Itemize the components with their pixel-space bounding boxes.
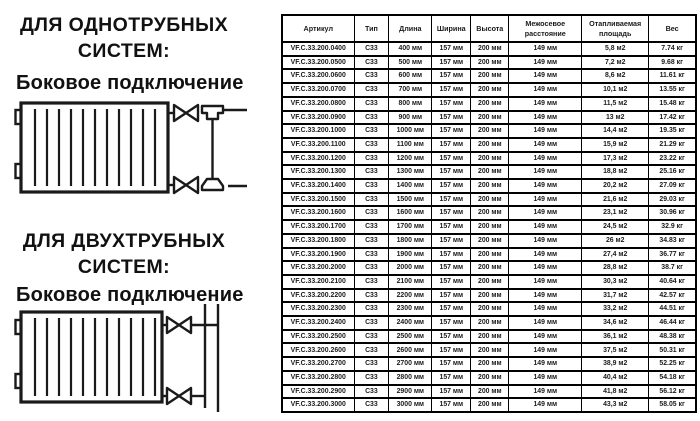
table-cell: C33 [354, 179, 389, 193]
table-cell: VF.C.33.200.2100 [282, 275, 354, 289]
table-cell: VF.C.33.200.1500 [282, 193, 354, 207]
two-pipe-side-connection-radiator-diagram [13, 300, 265, 415]
table-cell: 21,6 м2 [582, 193, 649, 207]
table-cell: 200 мм [471, 124, 509, 138]
table-cell: 13.55 кг [649, 83, 696, 97]
table-cell: 24,5 м2 [582, 220, 649, 234]
table-cell: VF.C.33.200.1700 [282, 220, 354, 234]
table-cell: 33,2 м2 [582, 302, 649, 316]
table-cell: 149 мм [509, 206, 582, 220]
table-cell: 157 мм [432, 261, 471, 275]
column-header: Отапливаемая площадь [582, 15, 649, 42]
table-cell: 149 мм [509, 179, 582, 193]
table-cell: 200 мм [471, 220, 509, 234]
one-pipe-heading-line1: ДЛЯ ОДНОТРУБНЫХ [19, 14, 229, 36]
table-cell: VF.C.33.200.0900 [282, 111, 354, 125]
table-cell: 157 мм [432, 357, 471, 371]
table-cell: 14,4 м2 [582, 124, 649, 138]
pipe-fitting-icon [202, 179, 223, 190]
table-cell: 2600 мм [389, 343, 432, 357]
table-cell: 700 мм [389, 83, 432, 97]
table-cell: C33 [354, 220, 389, 234]
table-body [282, 42, 696, 412]
table-cell: VF.C.33.200.2600 [282, 343, 354, 357]
table-cell: 900 мм [389, 111, 432, 125]
table-cell: 1400 мм [389, 179, 432, 193]
table-cell: 157 мм [432, 220, 471, 234]
table-row [282, 357, 696, 371]
table-row [282, 69, 696, 83]
table-cell: 157 мм [432, 343, 471, 357]
table-cell: 50.31 кг [649, 343, 696, 357]
table-cell: 7.74 кг [649, 42, 696, 56]
table-cell: 23.22 кг [649, 152, 696, 166]
table-cell: C33 [354, 398, 389, 412]
table-cell: 600 мм [389, 69, 432, 83]
table-row [282, 316, 696, 330]
table-cell: 149 мм [509, 330, 582, 344]
left-panel [0, 0, 281, 421]
table-cell: 200 мм [471, 289, 509, 303]
column-header: Вес [649, 15, 696, 42]
table-cell: 48.38 кг [649, 330, 696, 344]
table-cell: 149 мм [509, 97, 582, 111]
table-cell: 200 мм [471, 165, 509, 179]
table-cell: 200 мм [471, 111, 509, 125]
table-cell: C33 [354, 261, 389, 275]
table-cell: 30,3 м2 [582, 275, 649, 289]
table-cell: 149 мм [509, 248, 582, 262]
table-cell: 149 мм [509, 193, 582, 207]
table-row [282, 302, 696, 316]
table-cell: C33 [354, 343, 389, 357]
table-cell: VF.C.33.200.0500 [282, 56, 354, 70]
table-cell: 10,1 м2 [582, 83, 649, 97]
table-cell: 54.18 кг [649, 371, 696, 385]
table-cell: 500 мм [389, 56, 432, 70]
table-cell: 1700 мм [389, 220, 432, 234]
table-cell: 40.64 кг [649, 275, 696, 289]
table-cell: 200 мм [471, 69, 509, 83]
table-cell: 149 мм [509, 111, 582, 125]
table-cell: VF.C.33.200.2300 [282, 302, 354, 316]
one-pipe-heading-line2: СИСТЕМ: [77, 40, 171, 62]
table-cell: 157 мм [432, 371, 471, 385]
table-cell: VF.C.33.200.2800 [282, 371, 354, 385]
table-cell: C33 [354, 124, 389, 138]
table-row [282, 42, 696, 56]
table-cell: VF.C.33.200.2000 [282, 261, 354, 275]
table-cell: 149 мм [509, 275, 582, 289]
table-cell: 157 мм [432, 248, 471, 262]
table-cell: 157 мм [432, 42, 471, 56]
table-row [282, 330, 696, 344]
table-cell: VF.C.33.200.2700 [282, 357, 354, 371]
table-row [282, 385, 696, 399]
two-pipe-subheading: Боковое подключение [16, 284, 244, 306]
table-cell: 149 мм [509, 42, 582, 56]
table-cell: 157 мм [432, 385, 471, 399]
table-cell: VF.C.33.200.1100 [282, 138, 354, 152]
radiator-left-tab-icon [16, 374, 22, 388]
table-cell: 17,3 м2 [582, 152, 649, 166]
table-cell: 52.25 кг [649, 357, 696, 371]
table-cell: 200 мм [471, 179, 509, 193]
table-row [282, 371, 696, 385]
valve-icon [162, 388, 191, 404]
table-cell: VF.C.33.200.1300 [282, 165, 354, 179]
table-cell: 36.77 кг [649, 248, 696, 262]
table-cell: C33 [354, 289, 389, 303]
table-cell: 2300 мм [389, 302, 432, 316]
table-cell: 149 мм [509, 69, 582, 83]
table-cell: VF.C.33.200.1200 [282, 152, 354, 166]
table-cell: C33 [354, 97, 389, 111]
one-pipe-subheading: Боковое подключение [16, 72, 244, 94]
table-cell: 2100 мм [389, 275, 432, 289]
table-cell: 1900 мм [389, 248, 432, 262]
table-cell: 149 мм [509, 83, 582, 97]
table-cell: 200 мм [471, 193, 509, 207]
table-cell: 149 мм [509, 165, 582, 179]
table-cell: 157 мм [432, 124, 471, 138]
table-cell: VF.C.33.200.1400 [282, 179, 354, 193]
table-cell: 13 м2 [582, 111, 649, 125]
table-cell: 200 мм [471, 302, 509, 316]
table-cell: 200 мм [471, 56, 509, 70]
table-cell: 157 мм [432, 193, 471, 207]
table-row [282, 220, 696, 234]
table-cell: 149 мм [509, 234, 582, 248]
table-cell: 21.29 кг [649, 138, 696, 152]
table-cell: 27,4 м2 [582, 248, 649, 262]
table-cell: 7,2 м2 [582, 56, 649, 70]
table-cell: 200 мм [471, 206, 509, 220]
table-cell: 157 мм [432, 179, 471, 193]
pipe-fitting-icon [202, 106, 223, 119]
table-cell: VF.C.33.200.2400 [282, 316, 354, 330]
table-cell: C33 [354, 371, 389, 385]
column-header: Ширина [432, 15, 471, 42]
table-cell: C33 [354, 193, 389, 207]
table-cell: 11.61 кг [649, 69, 696, 83]
table-cell: VF.C.33.200.0400 [282, 42, 354, 56]
table-cell: 58.05 кг [649, 398, 696, 412]
column-header: Артикул [282, 15, 354, 42]
table-cell: VF.C.33.200.1600 [282, 206, 354, 220]
table-row [282, 193, 696, 207]
radiator-left-tab-icon [16, 320, 22, 334]
table-cell: 5,8 м2 [582, 42, 649, 56]
table-cell: C33 [354, 42, 389, 56]
table-cell: 149 мм [509, 302, 582, 316]
table-cell: 2900 мм [389, 385, 432, 399]
table-cell: 149 мм [509, 124, 582, 138]
table-cell: 15.48 кг [649, 97, 696, 111]
table-cell: 157 мм [432, 152, 471, 166]
table-cell: 8,6 м2 [582, 69, 649, 83]
spec-table-container [281, 14, 697, 413]
table-cell: 157 мм [432, 289, 471, 303]
table-cell: C33 [354, 83, 389, 97]
radiator-left-tab-icon [16, 110, 22, 124]
table-cell: 149 мм [509, 343, 582, 357]
radiator-fins-icon [35, 109, 155, 186]
table-cell: VF.C.33.200.0600 [282, 69, 354, 83]
table-cell: 200 мм [471, 316, 509, 330]
two-pipe-heading-line1: ДЛЯ ДВУХТРУБНЫХ [22, 230, 226, 252]
table-cell: 157 мм [432, 138, 471, 152]
table-cell: C33 [354, 385, 389, 399]
table-cell: VF.C.33.200.1800 [282, 234, 354, 248]
table-cell: VF.C.33.200.0700 [282, 83, 354, 97]
table-cell: 149 мм [509, 220, 582, 234]
table-cell: 149 мм [509, 385, 582, 399]
table-cell: 200 мм [471, 357, 509, 371]
table-cell: 2000 мм [389, 261, 432, 275]
table-cell: 200 мм [471, 234, 509, 248]
table-cell: 1000 мм [389, 124, 432, 138]
table-cell: 157 мм [432, 316, 471, 330]
table-cell: 20,2 м2 [582, 179, 649, 193]
table-cell: 40,4 м2 [582, 371, 649, 385]
table-row [282, 289, 696, 303]
table-row [282, 124, 696, 138]
table-cell: VF.C.33.200.1900 [282, 248, 354, 262]
table-cell: 38,9 м2 [582, 357, 649, 371]
table-cell: 1500 мм [389, 193, 432, 207]
table-row [282, 248, 696, 262]
table-cell: C33 [354, 165, 389, 179]
table-cell: 41,8 м2 [582, 385, 649, 399]
table-cell: C33 [354, 234, 389, 248]
table-cell: C33 [354, 152, 389, 166]
table-cell: 1200 мм [389, 152, 432, 166]
table-row [282, 111, 696, 125]
table-cell: 36,1 м2 [582, 330, 649, 344]
table-row [282, 97, 696, 111]
table-cell: VF.C.33.200.0800 [282, 97, 354, 111]
table-cell: 157 мм [432, 275, 471, 289]
table-cell: 11,5 м2 [582, 97, 649, 111]
table-cell: 200 мм [471, 248, 509, 262]
table-cell: 42.57 кг [649, 289, 696, 303]
table-cell: 23,1 м2 [582, 206, 649, 220]
one-pipe-heading [0, 12, 248, 64]
table-cell: C33 [354, 111, 389, 125]
table-row [282, 206, 696, 220]
table-row [282, 83, 696, 97]
table-cell: C33 [354, 248, 389, 262]
table-cell: C33 [354, 69, 389, 83]
table-cell: C33 [354, 357, 389, 371]
table-row [282, 179, 696, 193]
radiator-spec-table [281, 14, 697, 413]
table-cell: 200 мм [471, 343, 509, 357]
table-cell: 19.35 кг [649, 124, 696, 138]
table-cell: C33 [354, 275, 389, 289]
table-cell: 43,3 м2 [582, 398, 649, 412]
table-cell: 28,8 м2 [582, 261, 649, 275]
table-cell: C33 [354, 138, 389, 152]
table-cell: 30.96 кг [649, 206, 696, 220]
valve-icon [168, 105, 198, 121]
table-cell: 149 мм [509, 152, 582, 166]
table-cell: 149 мм [509, 56, 582, 70]
two-pipe-heading [0, 228, 248, 280]
table-cell: 149 мм [509, 316, 582, 330]
table-cell: C33 [354, 330, 389, 344]
table-cell: 200 мм [471, 97, 509, 111]
table-cell: 157 мм [432, 56, 471, 70]
table-cell: C33 [354, 302, 389, 316]
table-cell: 157 мм [432, 165, 471, 179]
table-cell: 2800 мм [389, 371, 432, 385]
table-cell: 1300 мм [389, 165, 432, 179]
table-cell: 157 мм [432, 83, 471, 97]
one-pipe-side-connection-radiator-diagram [13, 96, 265, 202]
column-header: Высота [471, 15, 509, 42]
table-cell: 2500 мм [389, 330, 432, 344]
table-row [282, 165, 696, 179]
table-cell: 157 мм [432, 206, 471, 220]
two-pipe-heading-line2: СИСТЕМ: [77, 256, 171, 278]
table-cell: 157 мм [432, 302, 471, 316]
table-cell: 34,6 м2 [582, 316, 649, 330]
radiator-fins-icon [35, 318, 155, 396]
table-row [282, 56, 696, 70]
table-cell: 3000 мм [389, 398, 432, 412]
table-cell: 2400 мм [389, 316, 432, 330]
table-cell: 56.12 кг [649, 385, 696, 399]
table-cell: 200 мм [471, 261, 509, 275]
table-cell: 800 мм [389, 97, 432, 111]
table-cell: VF.C.33.200.3000 [282, 398, 354, 412]
table-cell: 200 мм [471, 83, 509, 97]
table-cell: 200 мм [471, 138, 509, 152]
table-cell: 149 мм [509, 289, 582, 303]
table-row [282, 275, 696, 289]
table-cell: 1100 мм [389, 138, 432, 152]
table-cell: 157 мм [432, 330, 471, 344]
table-cell: 1600 мм [389, 206, 432, 220]
table-row [282, 398, 696, 412]
table-cell: 200 мм [471, 398, 509, 412]
column-header: Межосевое расстояние [509, 15, 582, 42]
table-row [282, 234, 696, 248]
table-cell: 200 мм [471, 42, 509, 56]
table-cell: 157 мм [432, 97, 471, 111]
table-row [282, 138, 696, 152]
column-header: Длина [389, 15, 432, 42]
table-cell: 157 мм [432, 111, 471, 125]
table-cell: C33 [354, 206, 389, 220]
table-cell: 18,8 м2 [582, 165, 649, 179]
table-cell: 1800 мм [389, 234, 432, 248]
table-cell: 27.09 кг [649, 179, 696, 193]
table-cell: 157 мм [432, 234, 471, 248]
table-cell: 46.44 кг [649, 316, 696, 330]
table-cell: C33 [354, 316, 389, 330]
table-cell: 157 мм [432, 398, 471, 412]
radiator-body-icon [21, 312, 162, 402]
table-cell: 25.16 кг [649, 165, 696, 179]
table-cell: 149 мм [509, 398, 582, 412]
table-cell: VF.C.33.200.1000 [282, 124, 354, 138]
table-cell: 200 мм [471, 330, 509, 344]
valve-icon [168, 177, 198, 193]
table-cell: 200 мм [471, 275, 509, 289]
table-cell: 9.68 кг [649, 56, 696, 70]
table-cell: 149 мм [509, 371, 582, 385]
table-cell: 44.51 кг [649, 302, 696, 316]
table-cell: 15,9 м2 [582, 138, 649, 152]
table-cell: 2700 мм [389, 357, 432, 371]
table-cell: 200 мм [471, 152, 509, 166]
table-cell: 400 мм [389, 42, 432, 56]
column-header: Тип [354, 15, 389, 42]
table-cell: 200 мм [471, 385, 509, 399]
table-header-row [282, 15, 696, 42]
valve-icon [162, 317, 191, 333]
table-cell: 17.42 кг [649, 111, 696, 125]
table-cell: 149 мм [509, 261, 582, 275]
radiator-left-tab-icon [16, 164, 22, 178]
table-cell: 29.03 кг [649, 193, 696, 207]
table-cell: 32.9 кг [649, 220, 696, 234]
table-cell: VF.C.33.200.2900 [282, 385, 354, 399]
table-cell: VF.C.33.200.2500 [282, 330, 354, 344]
table-cell: C33 [354, 56, 389, 70]
table-cell: 200 мм [471, 371, 509, 385]
table-row [282, 152, 696, 166]
table-cell: 149 мм [509, 138, 582, 152]
table-cell: 149 мм [509, 357, 582, 371]
table-cell: 2200 мм [389, 289, 432, 303]
table-row [282, 261, 696, 275]
table-cell: VF.C.33.200.2200 [282, 289, 354, 303]
table-cell: 157 мм [432, 69, 471, 83]
table-cell: 26 м2 [582, 234, 649, 248]
table-cell: 38.7 кг [649, 261, 696, 275]
table-cell: 37,5 м2 [582, 343, 649, 357]
table-cell: 34.83 кг [649, 234, 696, 248]
table-cell: 31,7 м2 [582, 289, 649, 303]
table-row [282, 343, 696, 357]
